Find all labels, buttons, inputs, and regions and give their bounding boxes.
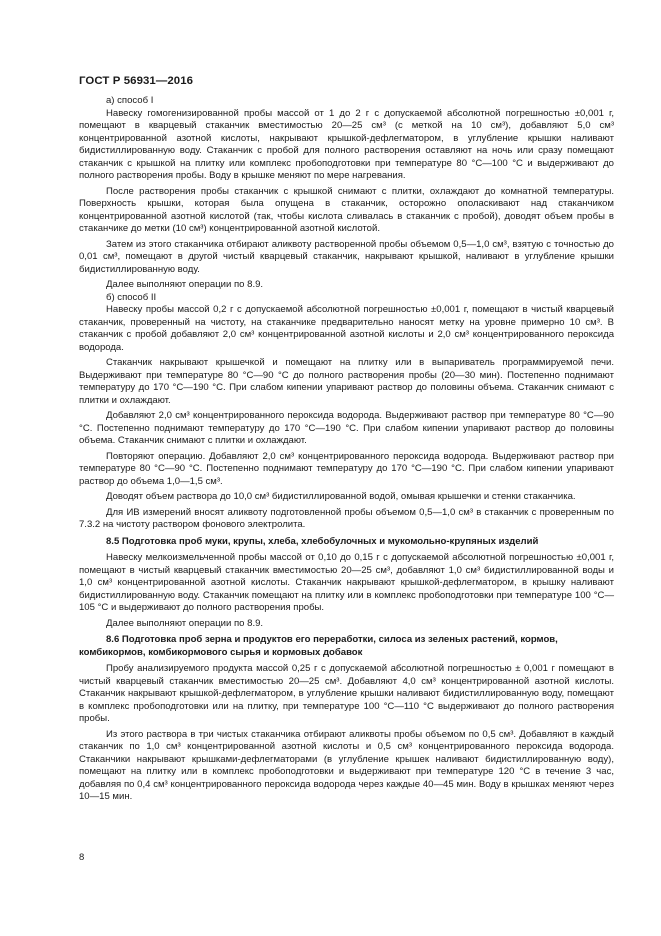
paragraph: Навеску гомогенизированной пробы массой от 1 до 2 г с допускаемой абсолютной погрешностью ±0,001 г, помещают в кварцевый стаканчик вместимостью 20—25 см³ (с меткой на 10 см³), добавляют 5,0 см³ концентрированной азотной кислоты, накрывают крышкой-дефлегматором, в углубление крышки наливают бидистиллированную воду. Стаканчик с пробой для полного растворения оставляют на ночь или сразу помещают стаканчик с крышкой на плитку или комплекс пробоподготовки при температуре 80 °С—100 °С и выдерживают до полного растворения пробы. Воду в крышке меняют по мере нагревания. — [79, 107, 614, 181]
paragraph: Добавляют 2,0 см³ концентрированного пероксида водорода. Выдерживают раствор при температуре 80 °С—90 °С. Постепенно поднимают температуру до 170 °С—190 °С. При слабом кипении упаривают раствор до половины объема. Стаканчик снимают с плитки и охлаждают. — [79, 410, 614, 446]
paragraph: Для ИВ измерений вносят аликвоту подготовленной пробы объемом 0,5—1,0 см³ в стаканчик с проверенным по 7.3.2 на чистоту раствором фонового электролита. — [79, 506, 614, 530]
paragraph: Навеску пробы массой 0,2 г с допускаемой абсолютной погрешностью ±0,001 г, помещают в чистый кварцевый стаканчик, проверенный на чистоту, на стаканчике предварительно наносят метку на уровне примерно 10 см³. В стаканчик с пробой добавляют 2,0 см³ концентрированной азотной кислоты и 2,0 см³ концентрированного пероксида водорода. — [79, 304, 614, 353]
paragraph: Навеску мелкоизмельченной пробы массой от 0,10 до 0,15 г с допускаемой абсолютной погрешностью ±0,001 г, помещают в чистый кварцевый стаканчик вместимостью 20—25 см³, добавляют 1,0 см³ бидистиллированной воды и 1,0 см³ концентрированной азотной кислоты. Стаканчик накрывают крышкой-дефлегматором, в крышку наливают бидистиллированную воду. Стаканчик помещают на плитку или в комплекс пробоподготовки при температуре 100 °С—105 °С и выдерживают до полного растворения пробы. — [79, 552, 614, 613]
paragraph: Затем из этого стаканчика отбирают аликвоту растворенной пробы объемом 0,5—1,0 см³, взятую с точностью до 0,01 см³, помещают в другой чистый кварцевый стаканчик, накрывают крышкой, наливают в углубление крышки бидистиллированную воду. — [79, 238, 614, 275]
paragraph: Стаканчик накрывают крышечкой и помещают на плитку или в выпариватель программируемой печи. Выдерживают при температуре 80 °С—90 °С до полного растворения пробы (20—30 мин). Постепенно поднимают температуру до 170 °С—190 °С. При слабом кипении упаривают раствор до половины объема. Стаканчик снимают с плитки и охлаждают. — [79, 357, 614, 406]
section-heading-8-6: 8.6 Подготовка проб зерна и продуктов его переработки, силоса из зеленых растений, кормов, комбикормов, комбикормового сырья и кормовых добавок — [79, 634, 558, 658]
document-header: ГОСТ Р 56931—2016 — [79, 75, 194, 87]
document-body — [79, 95, 614, 804]
section-heading-8-5: 8.5 Подготовка проб муки, крупы, хлеба, хлебобулочных и мукомольно-крупяных изделий — [106, 535, 539, 547]
page-number: 8 — [79, 852, 85, 863]
paragraph: Далее выполняют операции по 8.9. — [106, 279, 264, 290]
method-2-label: б) способ II — [106, 291, 157, 303]
paragraph: Пробу анализируемого продукта массой 0,25 г с допускаемой абсолютной погрешностью ± 0,001 г помещают в чистый кварцевый стаканчик вместимостью 20—25 см³. Добавляют 4,0 см³ концентрированной азотной кислоты. Стаканчик накрывают крышкой-дефлегматором, в углубление крышки наливают бидистиллированную воду, помещают в комплекс пробоподготовки или на плитку, при температуре 100 °С—110 °С выдерживают до полного растворения пробы. — [79, 663, 614, 724]
paragraph: Повторяют операцию. Добавляют 2,0 см³ концентрированного пероксида водорода. Выдерживают раствор при температуре 80 °С—90 °С. Постепенно поднимают температуру до 170 °С—190 °С. При слабом кипении упаривают раствор до объема 1,0—1,5 см³. — [79, 450, 614, 487]
paragraph: Из этого раствора в три чистых стаканчика отбирают аликвоты пробы объемом по 0,5 см³. Добавляют в каждый стаканчик по 1,0 см³ концентрированной азотной кислоты и 0,5 см³ концентрированного пероксида водорода. Стаканчики накрывают крышками-дефлегматорами (в углубление крышек наливают бидистиллированную воду), помещают на плитку или в комплекс пробоподготовки и выдерживают при температуре 120 °С в течение 3 час, добавляя по 0,4 см³ концентрированного пероксида водорода через каждые 40—45 мин. Воду в крышках меняют через 10—15 мин. — [79, 728, 614, 802]
paragraph: Доводят объем раствора до 10,0 см³ бидистиллированной водой, омывая крышечки и стенки стаканчика. — [106, 491, 576, 502]
method-1-label: а) способ I — [106, 95, 154, 106]
paragraph: После растворения пробы стаканчик с крышкой снимают с плитки, охлаждают до комнатной температуры. Поверхность крышки, которая была опущена в стаканчик, осторожно ополаскивают над стаканчиком концентрированной азотной кислотой (так, чтобы кислота сливалась в стаканчик с пробой), доводят объем пробы в стаканчике до метки (10 см³) концентрированной азотной кислотой. — [79, 185, 614, 234]
paragraph: Далее выполняют операции по 8.9. — [106, 617, 264, 629]
